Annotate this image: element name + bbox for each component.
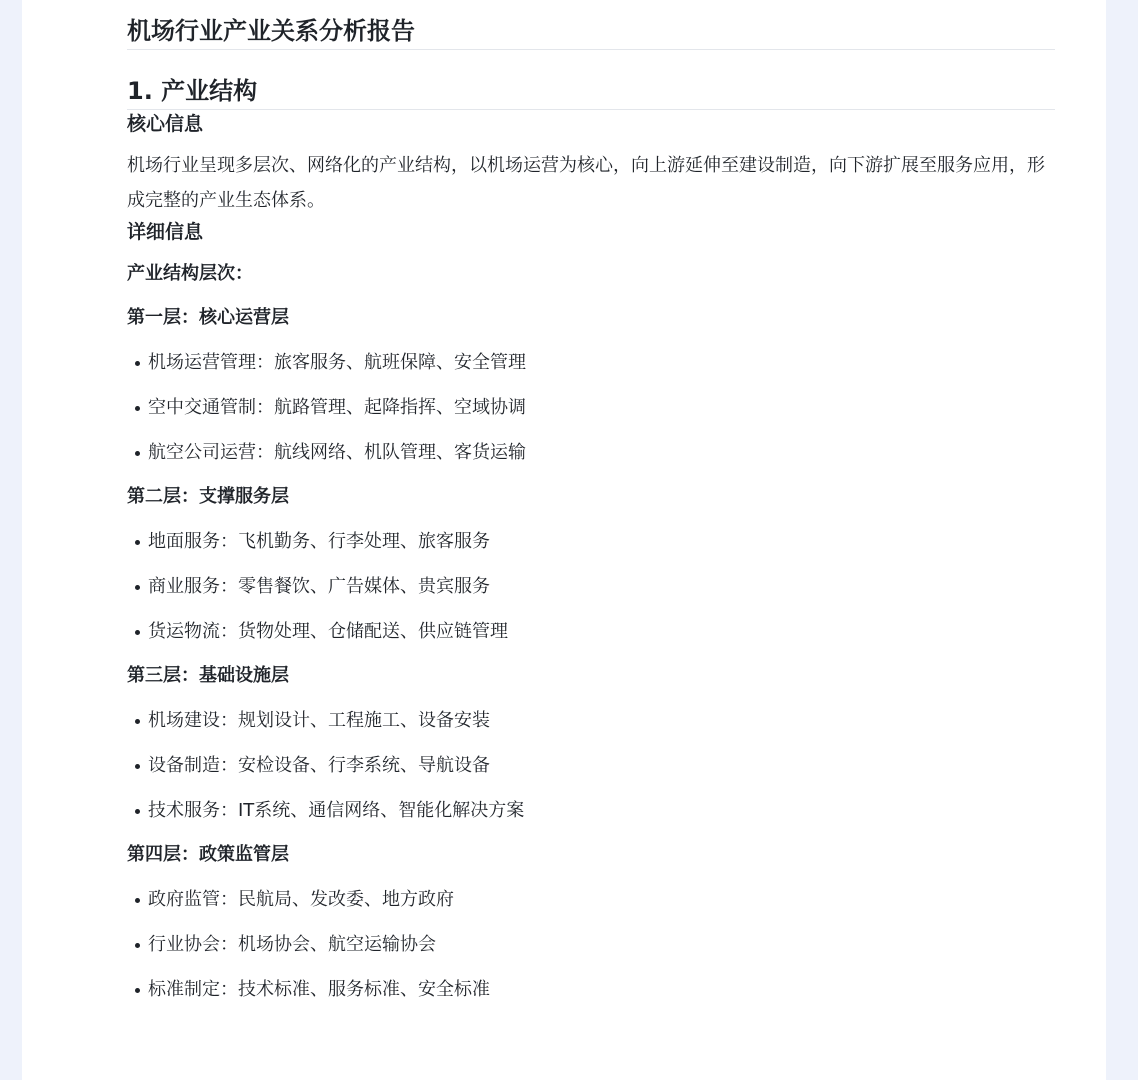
list-item-text: 地面服务：飞机勤务、行李处理、旅客服务: [148, 531, 490, 552]
list-item: [127, 753, 1055, 779]
list-item-text: 航空公司运营：航线网络、机队管理、客货运输: [148, 442, 526, 463]
list-item: [127, 440, 1055, 466]
bullet-icon: [135, 361, 140, 366]
list-item: [127, 798, 1055, 824]
bullet-icon: [135, 809, 140, 814]
list-item: [127, 977, 1055, 1003]
list-item-text: 技术服务：IT系统、通信网络、智能化解决方案: [148, 800, 525, 821]
layer-title: 第二层：支撑服务层: [127, 486, 289, 507]
bullet-icon: [135, 630, 140, 635]
layer-title: 第四层：政策监管层: [127, 844, 289, 865]
section-heading: 1. 产业结构: [127, 74, 1055, 110]
list-item: [127, 574, 1055, 600]
layer-block: [127, 842, 1055, 1003]
layer-block: [127, 305, 1055, 466]
list-item: [127, 529, 1055, 555]
list-item: [127, 395, 1055, 421]
bullet-icon: [135, 943, 140, 948]
detail-info-heading: 详细信息: [127, 221, 204, 243]
document-page: [22, 0, 1106, 1080]
list-item: [127, 708, 1055, 734]
layer-item-list: [127, 529, 1055, 645]
list-item-text: 标准制定：技术标准、服务标准、安全标准: [148, 979, 490, 1000]
list-item-text: 机场建设：规划设计、工程施工、设备安装: [148, 710, 490, 731]
list-item-text: 机场运营管理：旅客服务、航班保障、安全管理: [148, 352, 526, 373]
layer-item-list: [127, 350, 1055, 466]
bullet-icon: [135, 451, 140, 456]
layer-block: [127, 484, 1055, 645]
list-item-text: 空中交通管制：航路管理、起降指挥、空域协调: [148, 397, 526, 418]
bullet-icon: [135, 719, 140, 724]
list-item: [127, 619, 1055, 645]
core-info-heading: 核心信息: [127, 113, 204, 135]
layer-block: [127, 663, 1055, 824]
document-content: [127, 0, 1055, 1003]
bullet-icon: [135, 898, 140, 903]
list-item-text: 政府监管：民航局、发改委、地方政府: [148, 889, 454, 910]
list-item: [127, 350, 1055, 376]
document-title: 机场行业产业关系分析报告: [127, 0, 1055, 50]
layer-item-list: [127, 708, 1055, 824]
list-item-text: 设备制造：安检设备、行李系统、导航设备: [148, 755, 490, 776]
bullet-icon: [135, 406, 140, 411]
layer-title: 第一层：核心运营层: [127, 307, 289, 328]
list-item-text: 商业服务：零售餐饮、广告媒体、贵宾服务: [148, 576, 490, 597]
list-item: [127, 932, 1055, 958]
list-item: [127, 887, 1055, 913]
list-item-text: 货运物流：货物处理、仓储配送、供应链管理: [148, 621, 508, 642]
layer-title: 第三层：基础设施层: [127, 665, 289, 686]
bullet-icon: [135, 585, 140, 590]
layer-item-list: [127, 887, 1055, 1003]
core-info-paragraph: 机场行业呈现多层次、网络化的产业结构，以机场运营为核心，向上游延伸至建设制造，向下游扩展至服务应用，形成完整的产业生态体系。: [127, 155, 1045, 211]
list-item-text: 行业协会：机场协会、航空运输协会: [148, 934, 436, 955]
structure-levels-label: 产业结构层次：: [127, 263, 253, 284]
bullet-icon: [135, 988, 140, 993]
bullet-icon: [135, 540, 140, 545]
bullet-icon: [135, 764, 140, 769]
